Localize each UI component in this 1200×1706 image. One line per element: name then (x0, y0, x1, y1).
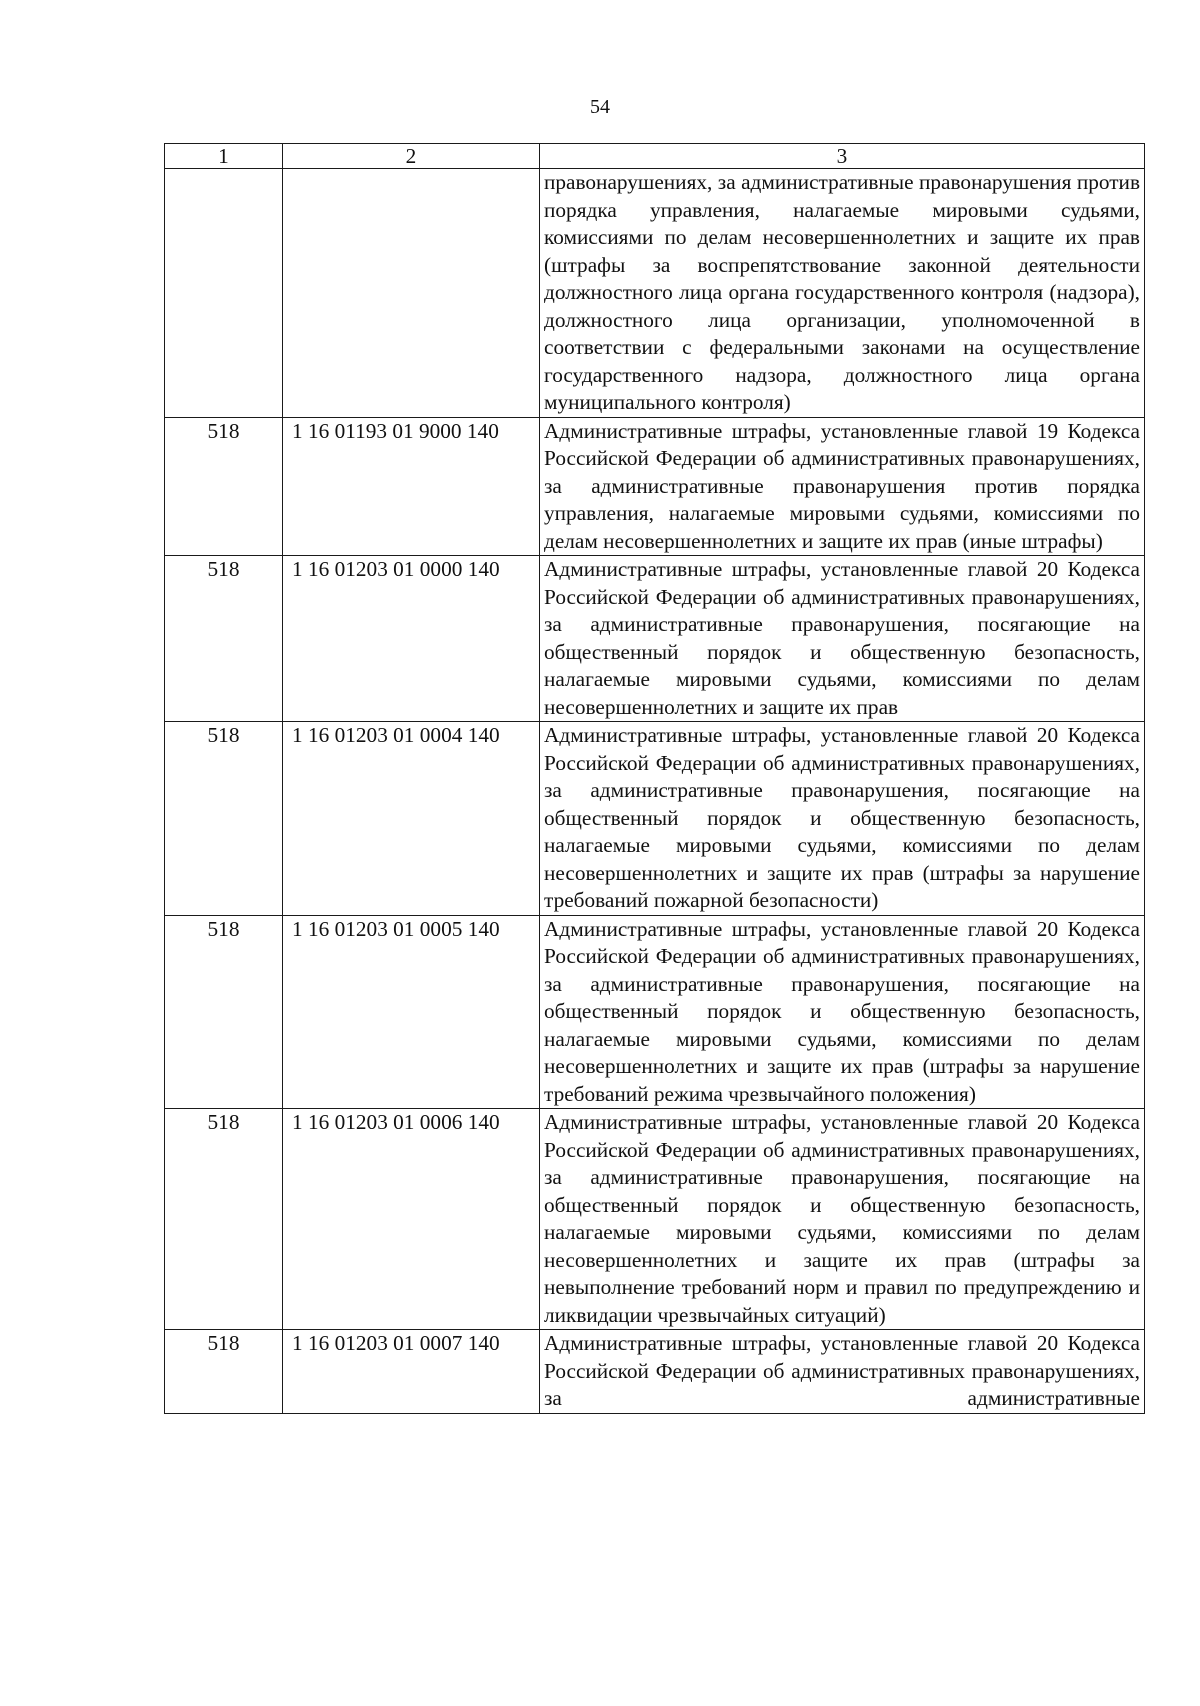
description-cell: Административные штрафы, установленные главой 20 Кодекса Российской Федерации об административных правонарушениях, за административные правонарушения, посягающие на общественный порядок и общественную безопасность, налагаемые мировыми судьями, комиссиями по делам несовершеннолетних и защите их прав (штрафы за нарушение требований пожарной безопасности) (540, 722, 1145, 916)
budget-code-cell (283, 169, 540, 418)
table-row (165, 556, 1145, 722)
table-row (165, 722, 1145, 916)
budget-code-table (164, 143, 1145, 1414)
budget-code-cell: 1 16 01203 01 0000 140 (283, 556, 540, 722)
admin-code-cell: 518 (165, 1109, 283, 1330)
description-cell: Административные штрафы, установленные главой 20 Кодекса Российской Федерации об административных правонарушениях, за административные правонарушения, посягающие на общественный порядок и общественную безопасность, налагаемые мировыми судьями, комиссиями по делам несовершеннолетних и защите их прав (540, 556, 1145, 722)
table-row (165, 915, 1145, 1109)
column-header-3: 3 (540, 144, 1145, 169)
admin-code-cell (165, 169, 283, 418)
column-header-1: 1 (165, 144, 283, 169)
admin-code-cell: 518 (165, 556, 283, 722)
admin-code-cell: 518 (165, 915, 283, 1109)
column-number-row (165, 144, 1145, 169)
description-cell: Административные штрафы, установленные главой 20 Кодекса Российской Федерации об административных правонарушениях, за административные правонарушения, посягающие на общественный порядок и общественную безопасность, налагаемые мировыми судьями, комиссиями по делам несовершеннолетних и защите их прав (штрафы за нарушение требований режима чрезвычайного положения) (540, 915, 1145, 1109)
budget-code-cell: 1 16 01203 01 0007 140 (283, 1330, 540, 1414)
table-row (165, 417, 1145, 556)
budget-code-cell: 1 16 01193 01 9000 140 (283, 417, 540, 556)
admin-code-cell: 518 (165, 417, 283, 556)
admin-code-cell: 518 (165, 722, 283, 916)
page-number: 54 (590, 96, 610, 118)
admin-code-cell: 518 (165, 1330, 283, 1414)
column-header-2: 2 (283, 144, 540, 169)
budget-code-cell: 1 16 01203 01 0004 140 (283, 722, 540, 916)
description-cell: Административные штрафы, установленные главой 19 Кодекса Российской Федерации об административных правонарушениях, за административные правонарушения против порядка управления, налагаемые мировыми судьями, комиссиями по делам несовершеннолетних и защите их прав (иные штрафы) (540, 417, 1145, 556)
table-row (165, 1330, 1145, 1414)
description-cell: Административные штрафы, установленные главой 20 Кодекса Российской Федерации об административных правонарушениях, за административные правонарушения, посягающие на общественный порядок и общественную безопасность, налагаемые мировыми судьями, комиссиями по делам несовершеннолетних и защите их прав (штрафы за невыполнение требований норм и правил по предупреждению и ликвидации чрезвычайных ситуаций) (540, 1109, 1145, 1330)
budget-code-cell: 1 16 01203 01 0006 140 (283, 1109, 540, 1330)
table-row (165, 1109, 1145, 1330)
description-cell: правонарушениях, за административные правонарушения против порядка управления, налагаемые мировыми судьями, комиссиями по делам несовершеннолетних и защите их прав (штрафы за воспрепятствование законной деятельности должностного лица органа государственного контроля (надзора), должностного лица организации, уполномоченной в соответствии с федеральными законами на осуществление государственного надзора, должностного лица органа муниципального контроля) (540, 169, 1145, 418)
budget-code-cell: 1 16 01203 01 0005 140 (283, 915, 540, 1109)
table-row (165, 169, 1145, 418)
description-cell: Административные штрафы, установленные главой 20 Кодекса Российской Федерации об административных правонарушениях, за административные (540, 1330, 1145, 1414)
